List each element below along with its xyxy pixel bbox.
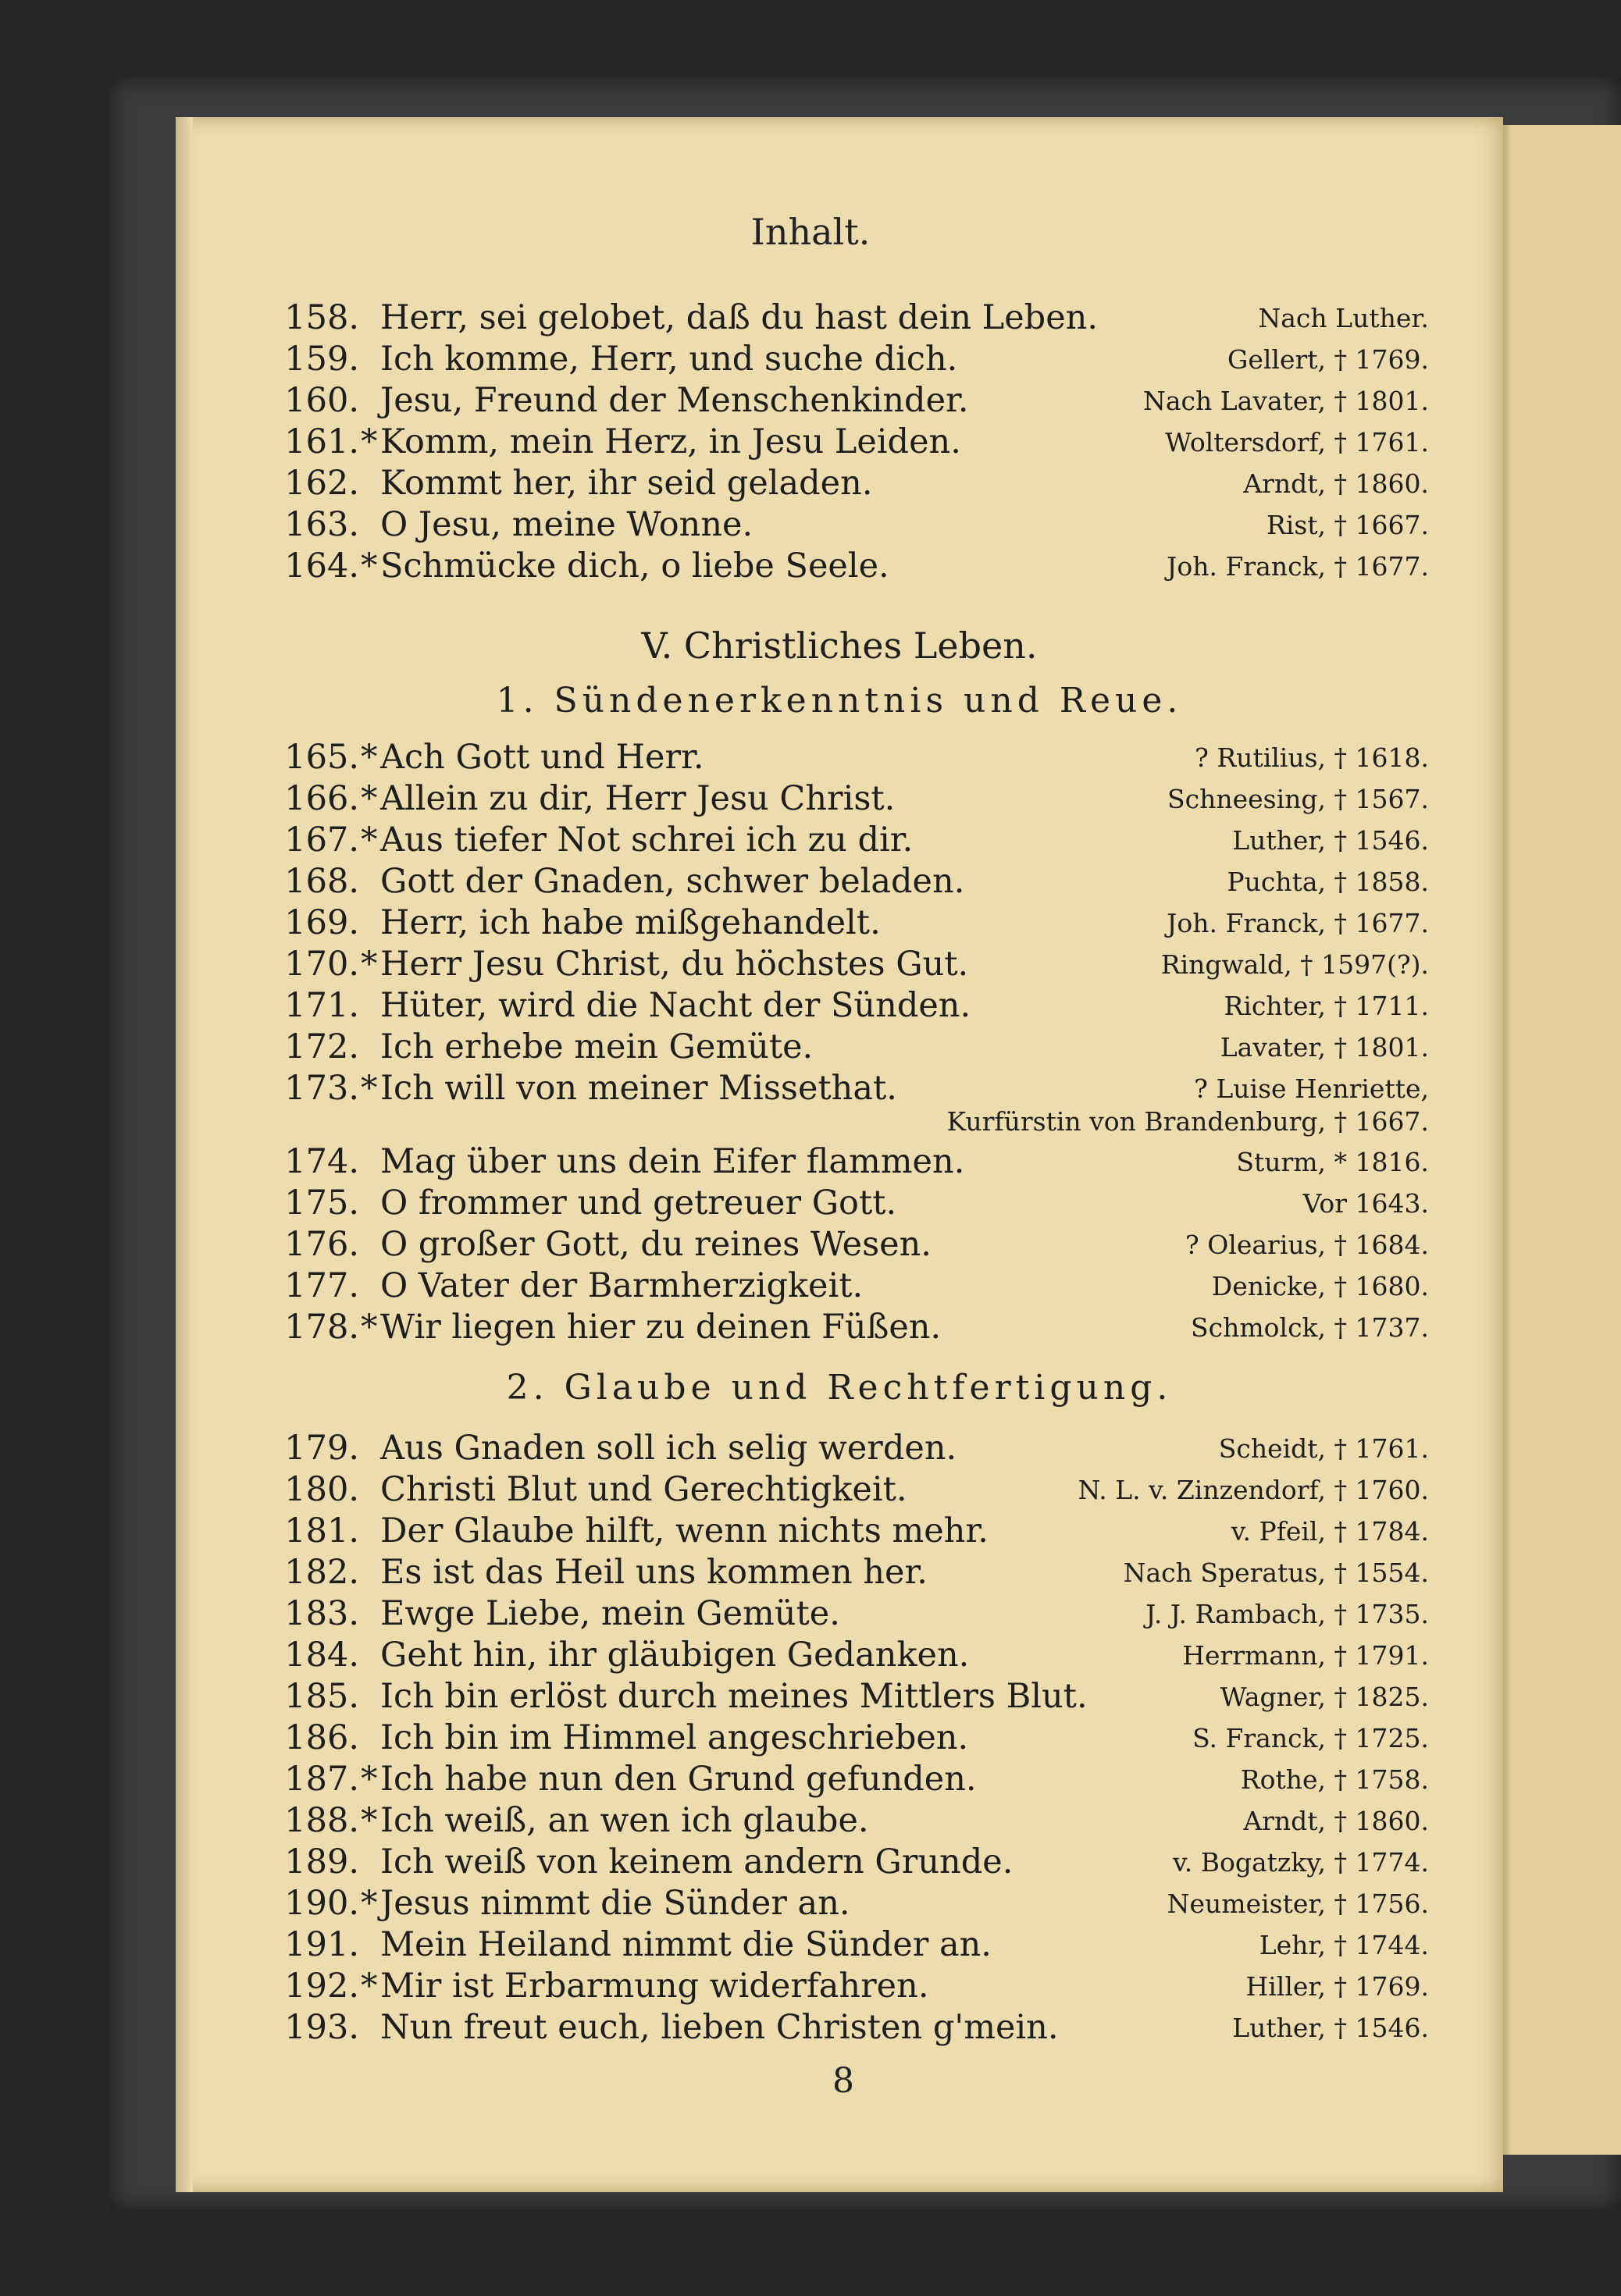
entry-number: 186. [284,1718,359,1757]
toc-entry [258,1183,1429,1224]
entry-author: Gellert, † 1769. [1227,344,1429,375]
entry-author: v. Bogatzky, † 1774. [1173,1847,1429,1878]
entry-title: Herr, ich habe mißgehandelt. [380,903,881,942]
toc-entry [258,1842,1429,1883]
entry-author: Luther, † 1546. [1232,2013,1429,2043]
toc-entry [258,1027,1429,1068]
toc-entry [258,737,1429,778]
toc-entry [258,1141,1429,1183]
entry-number: 164. [284,546,359,586]
entry-author: Neumeister, † 1756. [1167,1888,1429,1919]
entry-number: 168. [284,862,359,901]
entry-title: Schmücke dich, o liebe Seele. [380,546,889,586]
entry-number: 182. [284,1553,359,1592]
entry-author: Herrmann, † 1791. [1182,1640,1429,1671]
entry-title: Mir ist Erbarmung widerfahren. [380,1967,929,2006]
entry-title: Ach Gott und Herr. [380,738,704,777]
toc-entry [258,1883,1429,1924]
entry-title: Mein Heiland nimmt die Sünder an. [380,1925,992,1964]
toc-entry [258,1759,1429,1800]
toc-entry [258,1635,1429,1676]
entry-title: Komm, mein Herz, in Jesu Leiden. [380,422,961,461]
page-header: Inhalt. [750,211,871,253]
toc-entry [258,1718,1429,1759]
entry-marker: * [361,546,378,586]
entry-marker: * [361,821,378,860]
entry-marker: * [361,1801,378,1840]
entry-number: 183. [284,1594,359,1633]
entry-marker: * [361,1760,378,1799]
entry-author: Nach Luther. [1258,303,1429,333]
entry-marker: * [361,945,378,984]
toc-entry [258,1265,1429,1307]
entry-title: Hüter, wird die Nacht der Sünden. [380,986,971,1025]
entry-title: Ich habe nun den Grund gefunden. [380,1760,977,1799]
entry-author: Joh. Franck, † 1677. [1167,908,1429,938]
entry-number: 192. [284,1967,359,2006]
entry-title: Wir liegen hier zu deinen Füßen. [380,1308,942,1347]
toc-entry [258,504,1429,546]
entry-title: Mag über uns dein Eifer flammen. [380,1142,965,1181]
toc-entry [258,1428,1429,1469]
entry-title: Aus Gnaden soll ich selig werden. [380,1429,957,1468]
entry-number: 158. [284,298,359,337]
entry-marker: * [361,1884,378,1923]
entry-author: Arndt, † 1860. [1243,468,1429,499]
entry-title: Christi Blut und Gerechtigkeit. [380,1470,907,1509]
entry-number: 169. [284,903,359,942]
toc-entry [258,380,1429,422]
entry-number: 191. [284,1925,359,1964]
entry-number: 159. [284,340,359,379]
subsection-title-1: 1. Sündenerkenntnis und Reue. [496,681,1183,721]
entry-title: Nun freut euch, lieben Christen g'mein. [380,2008,1059,2047]
entry-title: Ich komme, Herr, und suche dich. [380,340,958,379]
entry-author: Lehr, † 1744. [1259,1930,1429,1960]
toc-entry [258,2007,1429,2049]
entry-title: Jesus nimmt die Sünder an. [380,1884,850,1923]
entry-number: 165. [284,738,359,777]
entry-title: Herr Jesu Christ, du höchstes Gut. [380,945,969,984]
entry-author: Schmolck, † 1737. [1191,1312,1429,1343]
entry-marker: * [361,779,378,818]
entry-author: J. J. Rambach, † 1735. [1145,1599,1429,1629]
entry-author: ? Luise Henriette, [1194,1073,1429,1104]
entry-title: Der Glaube hilft, wenn nichts mehr. [380,1511,989,1550]
entry-title: Gott der Gnaden, schwer beladen. [380,862,965,901]
entry-author: v. Pfeil, † 1784. [1231,1516,1429,1547]
entry-title: Jesu, Freund der Menschenkinder. [380,381,969,420]
toc-entry [258,1469,1429,1511]
entry-title: Ich will von meiner Missethat. [380,1069,897,1108]
entry-number: 163. [284,505,359,544]
toc-entry [258,1552,1429,1593]
entry-title: Aus tiefer Not schrei ich zu dir. [380,821,914,860]
entry-number: 177. [284,1266,359,1305]
entry-number: 185. [284,1677,359,1716]
entry-number: 180. [284,1470,359,1509]
entry-title: Ich weiß, an wen ich glaube. [380,1801,869,1840]
entry-author: Arndt, † 1860. [1243,1806,1429,1836]
entry-author: Woltersdorf, † 1761. [1165,427,1429,457]
entry-marker: * [361,422,378,461]
entry-number: 170. [284,945,359,984]
entry-title: Ich bin erlöst durch meines Mittlers Blut. [380,1677,1088,1716]
entry-author: N. L. v. Zinzendorf, † 1760. [1078,1475,1429,1505]
entry-author: S. Franck, † 1725. [1192,1723,1429,1753]
entry-number: 174. [284,1142,359,1181]
entry-number: 184. [284,1636,359,1675]
entry-number: 188. [284,1801,359,1840]
entry-title: Es ist das Heil uns kommen her. [380,1553,928,1592]
toc-entry [258,944,1429,985]
entry-author: Joh. Franck, † 1677. [1167,551,1429,582]
entry-number: 167. [284,821,359,860]
entry-number: 181. [284,1511,359,1550]
entry-author: Ringwald, † 1597(?). [1160,949,1429,980]
entry-author: ? Olearius, † 1684. [1185,1230,1429,1260]
toc-entry [258,1924,1429,1966]
entry-marker: * [361,738,378,777]
entry-number: 171. [284,986,359,1025]
page-edge [176,117,193,2192]
entry-author: Puchta, † 1858. [1227,867,1429,897]
entry-author: Rist, † 1667. [1266,510,1429,540]
toc-entry [258,1224,1429,1265]
entry-title: O Vater der Barmherzigkeit. [380,1266,864,1305]
toc-entry [258,1307,1429,1348]
entry-number: 187. [284,1760,359,1799]
entry-title: Ich bin im Himmel angeschrieben. [380,1718,969,1757]
entry-author: Richter, † 1711. [1224,991,1429,1021]
entry-title: O Jesu, meine Wonne. [380,505,753,544]
toc-entry [258,902,1429,944]
entry-marker: * [361,1967,378,2006]
entry-author: Nach Speratus, † 1554. [1123,1557,1429,1588]
entry-author: Schneesing, † 1567. [1167,784,1429,814]
facing-page [1507,125,1621,2155]
page-number: 8 [832,2061,854,2101]
entry-number: 193. [284,2008,359,2047]
entry-title: Ich erhebe mein Gemüte. [380,1027,814,1066]
entry-author: Wagner, † 1825. [1220,1682,1429,1712]
entry-author: Hiller, † 1769. [1245,1971,1429,2002]
entry-marker: * [361,1069,378,1108]
entry-author: Luther, † 1546. [1232,825,1429,856]
subsection-title-2: 2. Glaube und Rechtfertigung. [506,1368,1173,1408]
toc-entry [258,422,1429,463]
entry-author-continuation: Kurfürstin von Brandenburg, † 1667. [946,1106,1429,1137]
toc-entry [258,463,1429,504]
toc-entry [258,1593,1429,1635]
toc-entry [258,1511,1429,1552]
toc-entry [258,1966,1429,2007]
toc-entry [258,985,1429,1027]
entry-author: Lavater, † 1801. [1220,1032,1429,1063]
entry-title: Ich weiß von keinem andern Grunde. [380,1842,1014,1881]
entry-number: 173. [284,1069,359,1108]
entry-author: Vor 1643. [1302,1188,1429,1219]
entry-author: Rothe, † 1758. [1240,1764,1429,1795]
entry-author: Scheidt, † 1761. [1218,1433,1429,1464]
entry-number: 161. [284,422,359,461]
toc-entry [258,339,1429,380]
toc-entry [258,297,1429,339]
entry-number: 172. [284,1027,359,1066]
entry-number: 162. [284,464,359,503]
toc-entry [258,1676,1429,1718]
entry-number: 166. [284,779,359,818]
toc-entry [258,861,1429,902]
entry-author: Denicke, † 1680. [1211,1271,1429,1301]
entry-author: Sturm, * 1816. [1236,1147,1429,1177]
entry-title: Geht hin, ihr gläubigen Gedanken. [380,1636,970,1675]
entry-title: O frommer und getreuer Gott. [380,1184,897,1223]
toc-entry [258,820,1429,861]
entry-title: Allein zu dir, Herr Jesu Christ. [380,779,896,818]
entry-author: Nach Lavater, † 1801. [1142,386,1429,416]
toc-entry [258,778,1429,820]
entry-title: Kommt her, ihr seid geladen. [380,464,873,503]
section-title: V. Christliches Leben. [641,625,1038,667]
toc-entry [258,546,1429,587]
entry-number: 176. [284,1225,359,1264]
entry-number: 190. [284,1884,359,1923]
entry-marker: * [361,1308,378,1347]
entry-number: 175. [284,1184,359,1223]
entry-number: 179. [284,1429,359,1468]
entry-author: ? Rutilius, † 1618. [1195,742,1429,773]
entry-number: 178. [284,1308,359,1347]
entry-title: Herr, sei gelobet, daß du hast dein Leben. [380,298,1099,337]
entry-number: 160. [284,381,359,420]
entry-number: 189. [284,1842,359,1881]
toc-entry [258,1800,1429,1842]
entry-title: O großer Gott, du reines Wesen. [380,1225,932,1264]
entry-title: Ewge Liebe, mein Gemüte. [380,1594,840,1633]
